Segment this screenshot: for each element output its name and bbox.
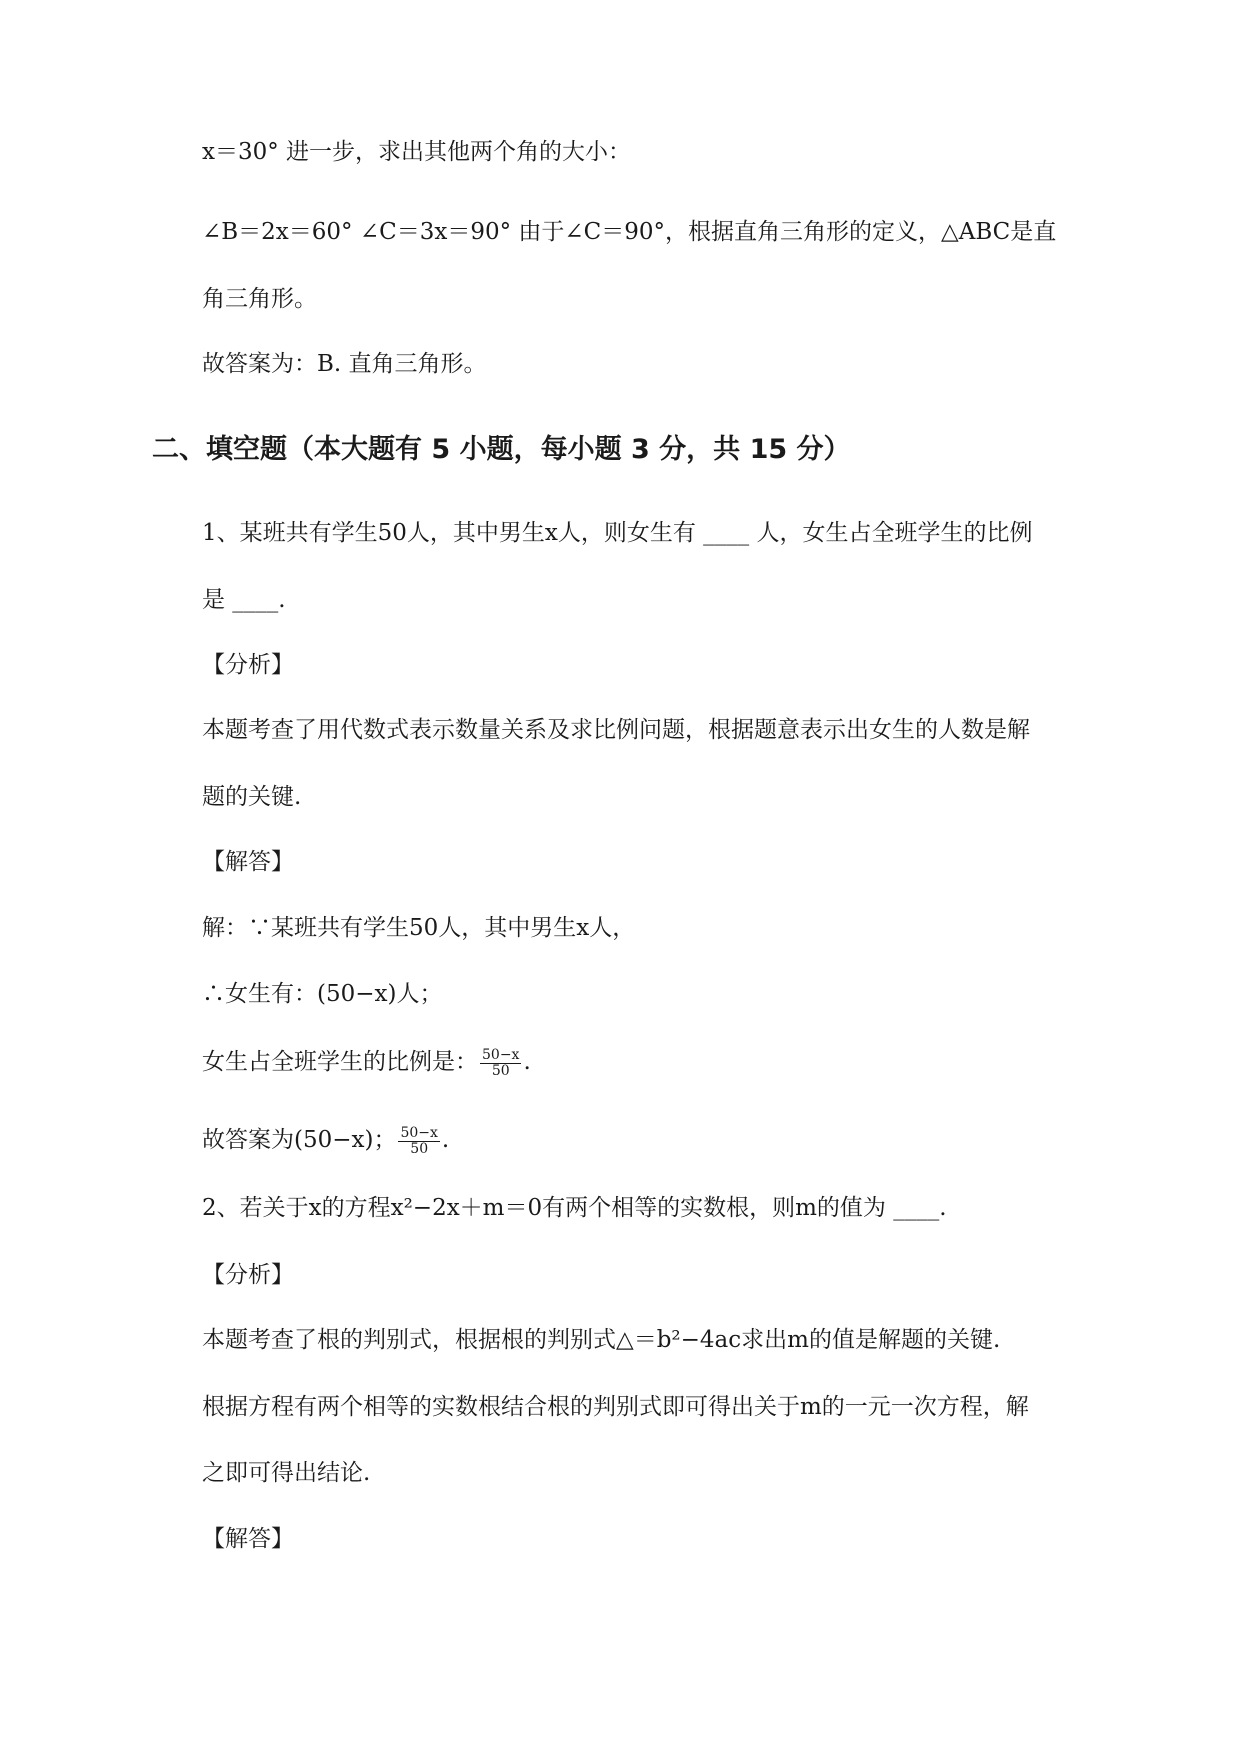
question-1-stem: 1、某班共有学生50人，其中男生x人，则女生有 ____ 人，女生占全班学生的比例 (202, 520, 1033, 546)
fraction-numerator: 50−x (482, 1046, 520, 1063)
analysis-text: 本题考查了根的判别式，根据根的判别式△＝b²−4ac求出m的值是解题的关键. (202, 1327, 1001, 1353)
answer-text: 故答案为(50−x)； (202, 1127, 397, 1153)
solution-step: 解：∵某班共有学生50人，其中男生x人， (202, 915, 636, 941)
solution-label: 【解答】 (202, 849, 294, 875)
question-2-stem: 2、若关于x的方程x²−2x＋m＝0有两个相等的实数根，则m的值为 ____. (202, 1195, 947, 1221)
period: . (523, 1049, 531, 1075)
question-1-stem-cont: 是 ____. (202, 587, 286, 613)
fraction-denominator: 50 (410, 1140, 429, 1157)
analysis-text: 本题考查了用代数式表示数量关系及求比例问题，根据题意表示出女生的人数是解 (202, 717, 1030, 743)
solution-label: 【解答】 (202, 1526, 294, 1552)
fraction (398, 1126, 439, 1157)
solution-step-ratio (202, 1047, 531, 1079)
answer-line: 故答案为：B. 直角三角形。 (202, 351, 487, 377)
text-line: 角三角形。 (202, 286, 317, 312)
ratio-text: 女生占全班学生的比例是： (202, 1049, 478, 1075)
section-heading: 二、填空题（本大题有 5 小题，每小题 3 分，共 15 分） (152, 434, 851, 465)
text-line: x＝30° 进一步，求出其他两个角的大小： (202, 139, 632, 165)
analysis-label: 【分析】 (202, 652, 294, 678)
text-line: ∠B＝2x＝60° ∠C＝3x＝90° 由于∠C＝90°，根据直角三角形的定义，△ABC是直 (202, 219, 1057, 245)
answer-line (202, 1125, 449, 1157)
period: . (441, 1127, 450, 1153)
analysis-label: 【分析】 (202, 1262, 294, 1288)
fraction-numerator: 50−x (400, 1124, 438, 1141)
analysis-text: 之即可得出结论. (202, 1460, 371, 1486)
analysis-text: 题的关键. (202, 784, 302, 810)
fraction-denominator: 50 (491, 1062, 510, 1079)
solution-step: ∴女生有：(50−x)人； (202, 981, 443, 1007)
fraction (480, 1048, 521, 1079)
analysis-text: 根据方程有两个相等的实数根结合根的判别式即可得出关于m的一元一次方程，解 (202, 1394, 1029, 1420)
